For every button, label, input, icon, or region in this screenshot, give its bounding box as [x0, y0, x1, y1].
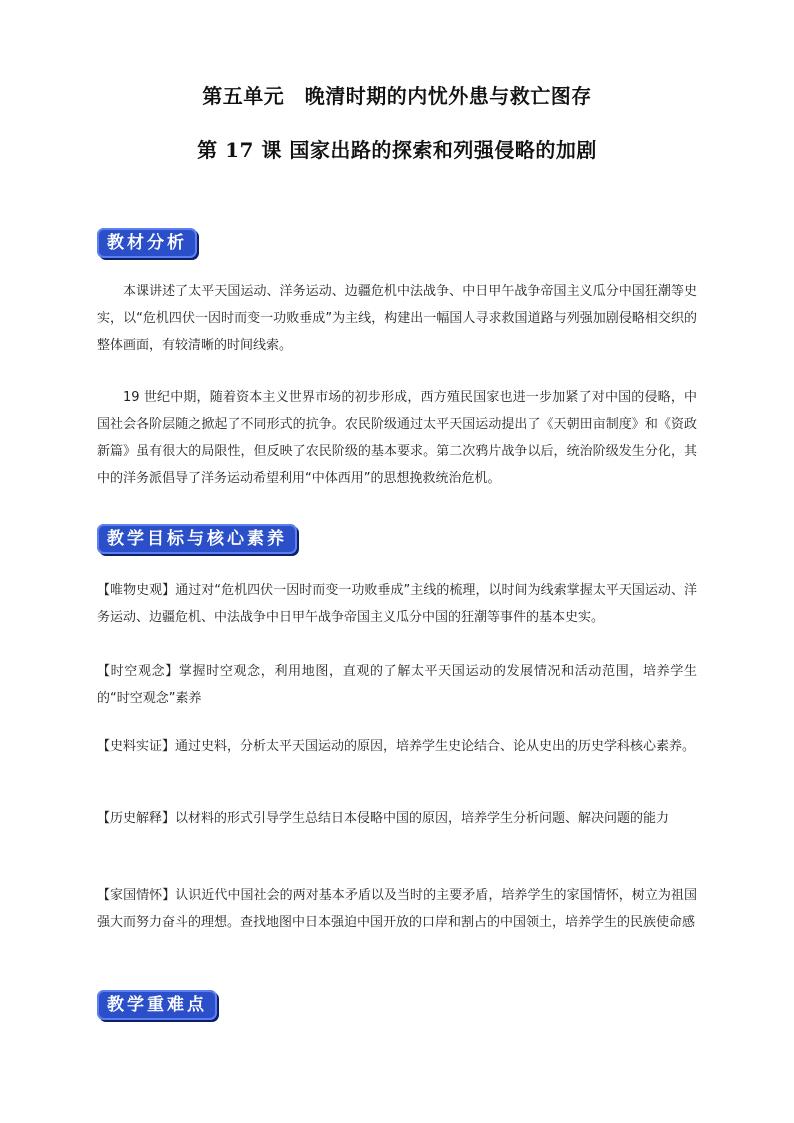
section-heading-keypoints: 教学重难点 [97, 990, 217, 1020]
goal-text: 认识近代中国社会的两对基本矛盾以及当时的主要矛盾，培养学生的家国情怀，树立为祖国强大而努力奋斗的理想。查找地图中日本强迫中国开放的口岸和割占的中国领土，培养学生的民族使命感 [97, 888, 697, 930]
analysis-paragraph: 本课讲述了太平天国运动、洋务运动、边疆危机中法战争、中日甲午战争帝国主义瓜分中国狂潮等史实，以“危机四伏一因时而变一功败垂成”为主线，构建出一幅国人寻求救国道路与列强加剧侵略相交织的整体画面，有较清晰的时间线索。 [97, 284, 697, 353]
goal-item [97, 805, 697, 832]
lesson-title: 第 17 课 国家出路的探索和列强侵略的加剧 [197, 138, 597, 162]
goal-tag: 【历史解释】 [97, 811, 176, 826]
goal-tag: 【家国情怀】 [97, 888, 176, 903]
unit-title: 第五单元 晚清时期的内忧外患与救亡图存 [202, 84, 592, 108]
goal-tag: 【史料实证】 [97, 739, 176, 754]
section-heading-analysis: 教材分析 [97, 228, 197, 258]
goal-text: 以材料的形式引导学生总结日本侵略中国的原因，培养学生分析问题、解决问题的能力 [175, 811, 670, 826]
goal-text: 通过史料，分析太平天国运动的原因，培养学生史论结合、论从史出的历史学科核心素养。 [175, 739, 696, 754]
section-heading-goals: 教学目标与核心素养 [97, 524, 297, 554]
goal-item [97, 733, 697, 760]
goal-text: 通过对“危机四伏一因时而变一功败垂成”主线的梳理，以时间为线索掌握太平天国运动、洋务运动、边疆危机、中法战争中日甲午战争帝国主义瓜分中国的狂潮等事件的基本史实。 [97, 583, 697, 625]
goal-item [97, 882, 697, 936]
goal-item [97, 577, 697, 631]
goal-item [97, 658, 697, 712]
goal-text: 掌握时空观念，利用地图，直观的了解太平天国运动的发展情况和活动范围，培养学生的“时空观念”素养 [97, 664, 697, 706]
analysis-paragraph: 19 世纪中期，随着资本主义世界市场的初步形成，西方殖民国家也进一步加紧了对中国的侵略，中国社会各阶层随之掀起了不同形式的抗争。农民阶级通过太平天国运动提出了《天朝田亩制度》和《资政新篇》虽有很大的局限性，但反映了农民阶级的基本要求。第二次鸦片战争以后，统治阶级发生分化，其中的洋务派倡导了洋务运动希望利用“中体西用”的思想挽救统治危机。 [97, 390, 697, 486]
goal-tag: 【唯物史观】 [97, 583, 176, 598]
goal-tag: 【时空观念】 [97, 664, 179, 679]
